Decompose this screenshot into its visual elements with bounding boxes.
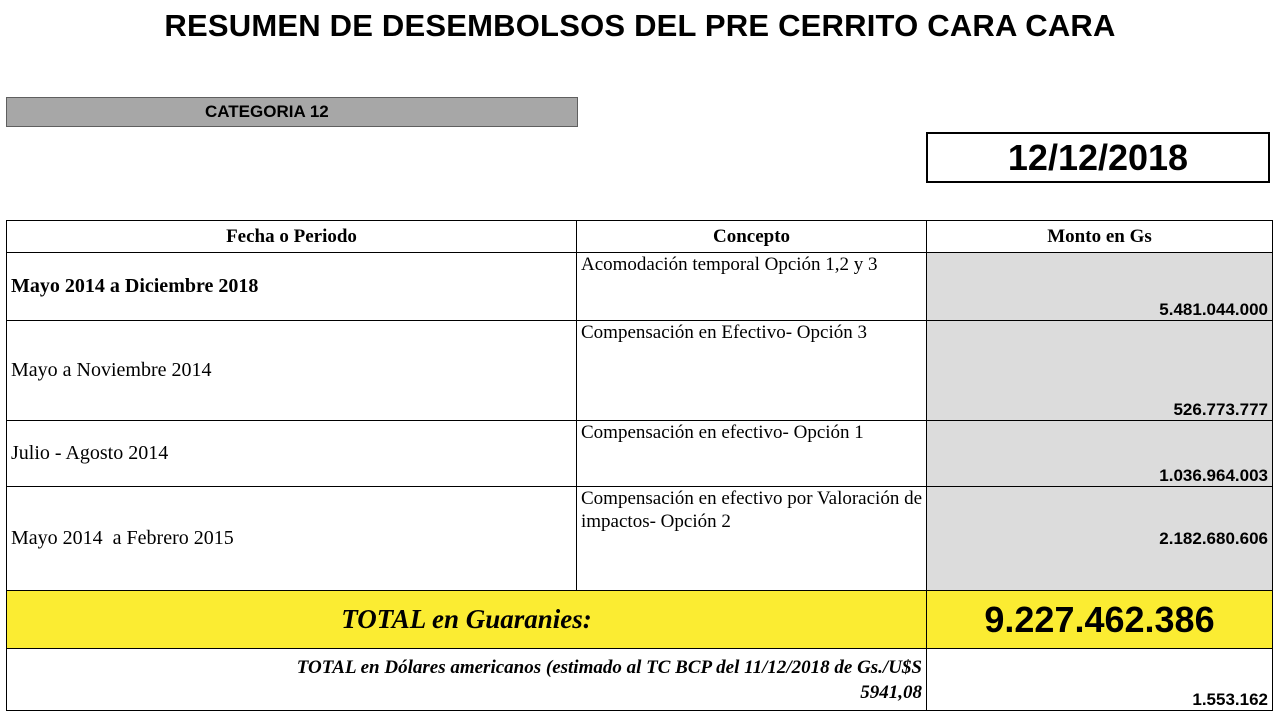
periodo-cell: Mayo 2014 a Febrero 2015: [7, 487, 577, 591]
total-guaranies-value: 9.227.462.386: [927, 591, 1273, 649]
periodo-cell: Julio - Agosto 2014: [7, 421, 577, 487]
category-label: CATEGORIA 12: [205, 102, 329, 121]
table-row: [7, 487, 1273, 591]
monto-cell: 1.036.964.003: [927, 421, 1273, 487]
report-date: 12/12/2018: [926, 132, 1270, 183]
total-dolares-value: 1.553.162: [927, 649, 1273, 711]
table-row: [7, 253, 1273, 321]
monto-cell: 5.481.044.000: [927, 253, 1273, 321]
total-dolares-label-line1: TOTAL en Dólares americanos (estimado al TC BCP del 11/12/2018 de Gs./U$S: [296, 656, 922, 678]
column-header-periodo: Fecha o Periodo: [7, 221, 577, 253]
periodo-cell: Mayo 2014 a Diciembre 2018: [7, 253, 577, 321]
monto-cell: 526.773.777: [927, 321, 1273, 421]
total-dolares-label: [7, 649, 927, 711]
concepto-cell: Compensación en Efectivo- Opción 3: [577, 321, 927, 421]
page-title: RESUMEN DE DESEMBOLSOS DEL PRE CERRITO CARA CARA: [164, 8, 1116, 43]
category-bar: [6, 97, 578, 127]
total-guaranies-row: [7, 591, 1273, 649]
concepto-cell: Compensación en efectivo por Valoración de impactos- Opción 2: [577, 487, 927, 591]
total-guaranies-label: TOTAL en Guaranies:: [7, 591, 927, 649]
column-header-monto: Monto en Gs: [927, 221, 1273, 253]
periodo-cell: Mayo a Noviembre 2014: [7, 321, 577, 421]
total-dolares-row: [7, 649, 1273, 711]
total-dolares-label-line2: 5941,08: [860, 681, 922, 703]
table-row: [7, 421, 1273, 487]
monto-cell: 2.182.680.606: [927, 487, 1273, 591]
table-row: [7, 321, 1273, 421]
disbursements-table: [6, 220, 1273, 711]
concepto-cell: Compensación en efectivo- Opción 1: [577, 421, 927, 487]
table-header-row: [7, 221, 1273, 253]
column-header-concepto: Concepto: [577, 221, 927, 253]
concepto-cell: Acomodación temporal Opción 1,2 y 3: [577, 253, 927, 321]
